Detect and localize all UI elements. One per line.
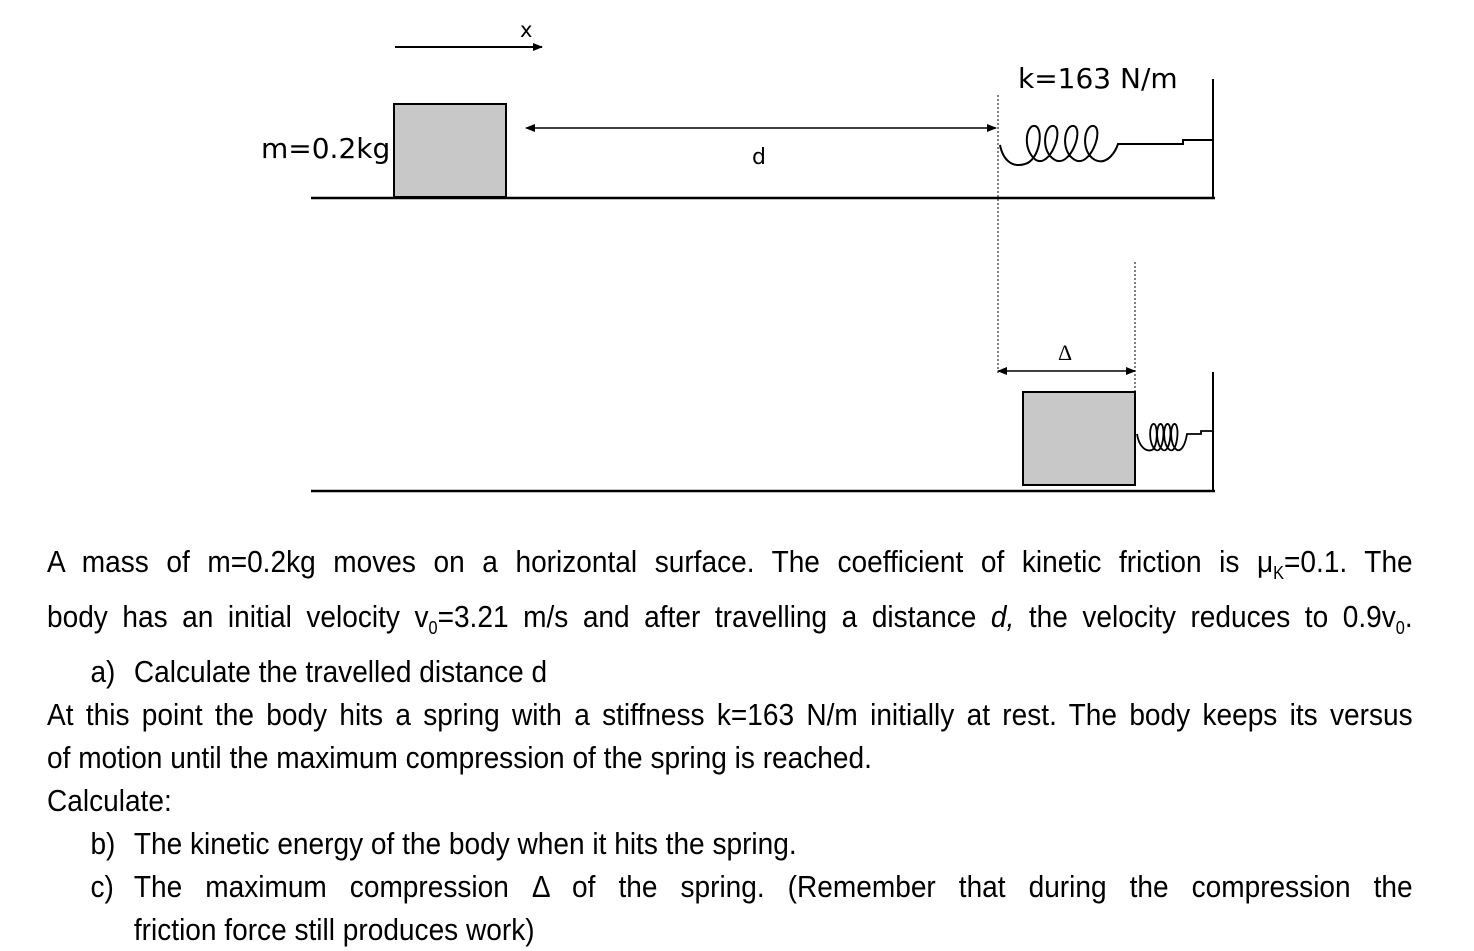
intro-line-2: body has an initial velocity $v_0=3.21$ m/s and after travelling a distance d, the velocity reduces to $0.9v_0$.	[47, 599, 1413, 639]
v0-subscript-2: 0	[1395, 618, 1405, 639]
question-c-line-1: The maximum compression Δ of the spring. (Remember that during the compression the	[133, 869, 1413, 905]
question-a: a) Calculate the travelled distance d	[90, 654, 548, 690]
middle-line-2: of motion until the maximum compression of the spring is reached.	[47, 740, 872, 776]
x-axis-label: x	[520, 18, 533, 42]
calculate-heading: Calculate:	[47, 783, 172, 819]
spring-constant-label: k=163 N/m	[1018, 62, 1178, 95]
spring-coil-compressed	[1137, 424, 1213, 450]
spring-coil-top	[1000, 126, 1213, 165]
intro-line-1: A mass of m=0.2kg moves on a horizontal surface. The coefficient of kinetic friction is $\mu_K=0.1$. The	[47, 544, 1413, 584]
middle-line-1: At this point the body hits a spring with a stiffness k=163 N/m initially at rest. The body keeps its versus	[47, 697, 1413, 733]
question-c-line-2: friction force still produces work)	[133, 912, 535, 948]
compression-label: Δ	[1058, 340, 1073, 365]
question-c: c) The maximum compression Δ of the spring. (Remember that during the compression the friction force still produces work)	[47, 865, 1413, 951]
mass-block-compressed	[1023, 392, 1135, 485]
problem-text	[47, 540, 1413, 951]
v0-subscript: 0	[428, 618, 438, 639]
mass-label: m=0.2kg	[261, 132, 391, 165]
mu-subscript: K	[1273, 563, 1285, 584]
mass-block	[394, 104, 506, 197]
question-b: b) The kinetic energy of the body when it hits the spring.	[90, 826, 797, 862]
distance-label: d	[752, 145, 766, 170]
